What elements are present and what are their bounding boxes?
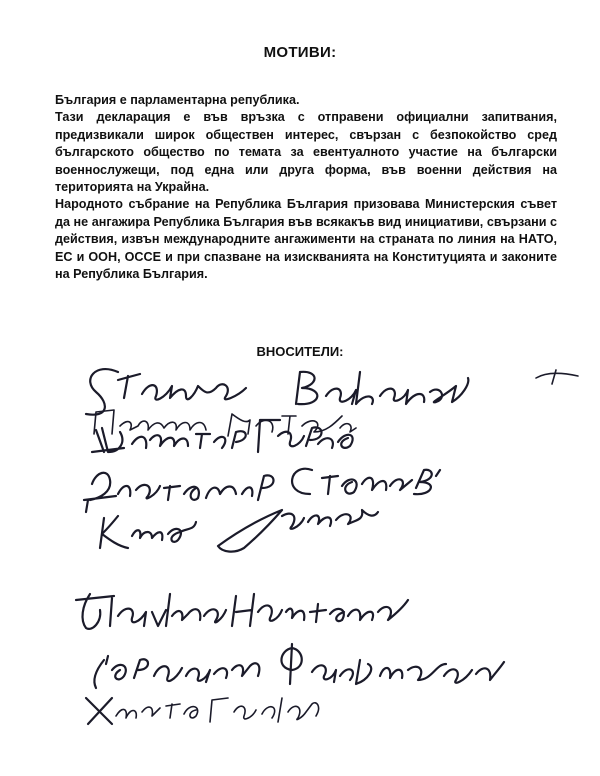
signature-6 xyxy=(76,594,408,629)
signature-7 xyxy=(94,644,504,688)
paragraph-3: Народното събрание на Република България призовава Министерския съвет да не ангажира Република България във всякакъв вид инициативи, свързани с действия, извън международните ангажименти на страната по линия на НАТО, ЕС и ООН, ОССЕ и при спазване на изискванията на Конституцията и законите на Република България. xyxy=(55,197,557,282)
signature-4 xyxy=(84,469,440,512)
authors-title: ВНОСИТЕЛИ: xyxy=(256,344,344,359)
paragraph-2: Тази декларация е във връзка с отправени официални запитвания, предизвикали широк обществен интерес, свързан с безпокойство сред българското общество по темата за евентуалното участие на български военнослужещи, под една или друга форма, във военни действия на територията на Украйна. xyxy=(55,110,557,195)
document-title: МОТИВИ: xyxy=(263,44,337,61)
paragraph-1: България е парламентарна република. xyxy=(55,93,300,107)
signature-8 xyxy=(86,698,319,724)
signature-5 xyxy=(100,510,378,552)
signature-1 xyxy=(86,369,578,415)
signature-2 xyxy=(94,410,356,436)
